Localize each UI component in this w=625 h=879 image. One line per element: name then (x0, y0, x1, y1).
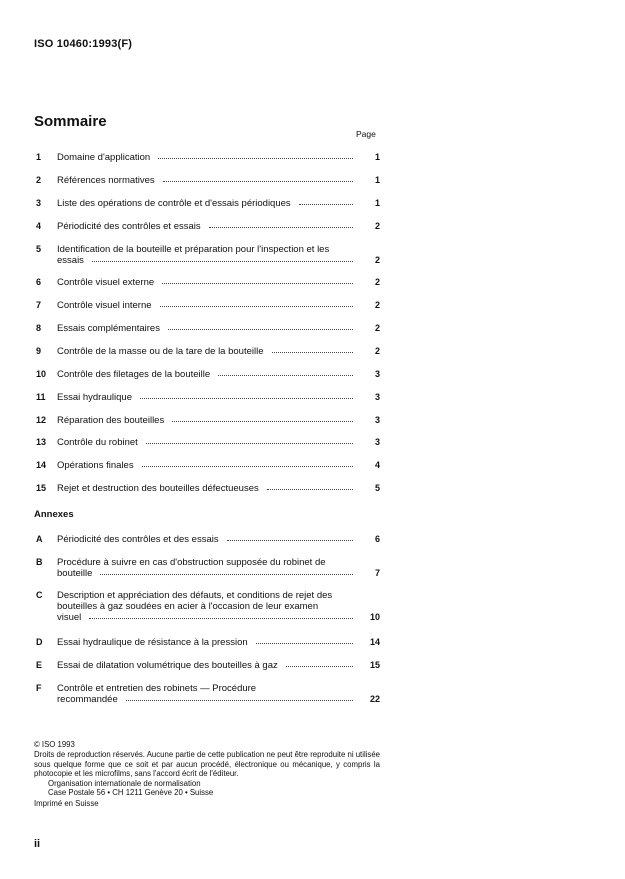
toc-entry (36, 221, 380, 232)
toc-entry (36, 369, 380, 380)
annex-title-line: Contrôle et entretien des robinets — Procédure (57, 683, 257, 694)
annex-leader-dots (89, 617, 353, 619)
annex-leader-dots (286, 665, 353, 667)
toc-leader-dots (209, 226, 353, 228)
annex-title-line: Périodicité des contrôles et des essais (57, 534, 357, 545)
toc-title (57, 392, 357, 403)
toc-number: 10 (36, 369, 47, 379)
page-number: ii (34, 838, 41, 850)
annex-leader-dots (100, 573, 353, 575)
toc-title-line: Périodicité des contrôles et essais (57, 221, 357, 232)
toc-title (57, 346, 357, 357)
toc-title (57, 460, 357, 471)
toc-title (57, 152, 357, 163)
rights-notice: Droits de reproduction réservés. Aucune partie de cette publication ne peut être reproduite ni utilisée sous quelque forme que ce soit et par aucun procédé, électronique ou mécanique, y compris la photocopie et les microfilms, sans l'accord écrit de l'éditeur. (34, 750, 380, 778)
toc-leader-dots (162, 282, 353, 284)
toc-entry (36, 277, 380, 288)
annex-page: 7 (374, 568, 380, 578)
toc-title-line: Contrôle visuel interne (57, 300, 357, 311)
annex-page: 22 (369, 694, 380, 704)
annex-leader-dots (126, 699, 353, 701)
toc-page: 5 (374, 483, 380, 493)
toc-page: 2 (374, 255, 380, 265)
toc-page: 2 (374, 346, 380, 356)
annex-title-line: bouteilles à gaz soudées en acier à l'occasion de leur examen (57, 601, 319, 612)
toc-entry (36, 460, 380, 471)
toc-title-line: Rejet et destruction des bouteilles défectueuses (57, 483, 357, 494)
toc-page: 2 (374, 277, 380, 287)
toc-number: 8 (36, 323, 42, 333)
toc-page: 2 (374, 221, 380, 231)
toc-entry (36, 346, 380, 357)
toc-title-line: Opérations finales (57, 460, 357, 471)
toc-title-line: Essais complémentaires (57, 323, 357, 334)
toc-title (57, 369, 357, 380)
toc-page: 2 (374, 300, 380, 310)
annex-page: 10 (369, 612, 380, 622)
toc-number: 7 (36, 300, 42, 310)
toc-leader-dots (168, 328, 353, 330)
annex-page: 6 (374, 534, 380, 544)
toc-entry (36, 198, 380, 209)
toc-entry (36, 300, 380, 311)
toc-title-line: Liste des opérations de contrôle et d'essais périodiques (57, 198, 357, 209)
toc-leader-dots (146, 442, 353, 444)
toc-leader-dots (299, 203, 353, 205)
toc-title-line: Contrôle de la masse ou de la tare de la bouteille (57, 346, 357, 357)
toc-title (57, 437, 357, 448)
annex-entry (36, 660, 380, 671)
toc-number: 14 (36, 460, 47, 470)
annex-title (57, 683, 357, 705)
toc-title-line: Identification de la bouteille et préparation pour l'inspection et les (57, 244, 330, 255)
page-column-label: Page (356, 129, 376, 139)
toc-leader-dots (142, 465, 353, 467)
toc-leader-dots (92, 260, 353, 262)
annex-leader-dots (227, 539, 353, 541)
toc-entry (36, 244, 380, 266)
toc-title (57, 300, 357, 311)
document-id: ISO 10460:1993(F) (34, 38, 133, 50)
annex-number: C (36, 590, 43, 600)
toc-title-line: Essai hydraulique (57, 392, 357, 403)
toc-number: 1 (36, 152, 42, 162)
toc-entry (36, 152, 380, 163)
annex-number: F (36, 683, 42, 693)
copyright: © ISO 1993 (34, 740, 75, 749)
toc-title-line: Contrôle visuel externe (57, 277, 357, 288)
toc-number: 4 (36, 221, 42, 231)
toc-page: 3 (374, 437, 380, 447)
annex-title-line: bouteille (57, 568, 357, 579)
toc-leader-dots (272, 351, 353, 353)
toc-number: 5 (36, 244, 42, 254)
annex-title-line: Essai hydraulique de résistance à la pression (57, 637, 357, 648)
toc-number: 3 (36, 198, 42, 208)
toc-entry (36, 392, 380, 403)
toc-entry (36, 437, 380, 448)
toc-title-line: Références normatives (57, 175, 357, 186)
annex-number: D (36, 637, 43, 647)
annex-title (57, 637, 357, 648)
toc-leader-dots (160, 305, 353, 307)
annex-title (57, 534, 357, 545)
annex-title-line: visuel (57, 612, 357, 623)
annex-entry (36, 534, 380, 545)
annex-entry (36, 683, 380, 705)
toc-leader-dots (163, 180, 353, 182)
annex-title-line: Description et appréciation des défauts, et conditions de rejet des (57, 590, 333, 601)
toc-title-line: essais (57, 255, 357, 266)
annex-number: E (36, 660, 43, 670)
toc-title (57, 221, 357, 232)
toc-title (57, 415, 357, 426)
annex-leader-dots (256, 642, 353, 644)
toc-number: 15 (36, 483, 47, 493)
toc-entry (36, 483, 380, 494)
toc-leader-dots (267, 488, 353, 490)
annex-title-line: Essai de dilatation volumétrique des bouteilles à gaz (57, 660, 357, 671)
toc-title: Sommaire (34, 113, 107, 130)
toc-title (57, 198, 357, 209)
toc-page: 3 (374, 369, 380, 379)
toc-entry (36, 323, 380, 334)
toc-number: 9 (36, 346, 42, 356)
annex-title (57, 590, 357, 623)
annexes-heading: Annexes (34, 509, 74, 520)
toc-title (57, 277, 357, 288)
toc-page: 1 (374, 152, 380, 162)
toc-page: 2 (374, 323, 380, 333)
printed-in: Imprimé en Suisse (34, 799, 99, 808)
toc-title-line: Contrôle du robinet (57, 437, 357, 448)
toc-leader-dots (172, 420, 353, 422)
toc-leader-dots (158, 157, 353, 159)
annex-number: B (36, 557, 43, 567)
toc-page: 3 (374, 392, 380, 402)
annex-title-line: recommandée (57, 694, 357, 705)
annex-entry (36, 590, 380, 623)
toc-title (57, 244, 357, 266)
toc-number: 12 (36, 415, 47, 425)
toc-entry (36, 415, 380, 426)
toc-title (57, 175, 357, 186)
annex-title (57, 660, 357, 671)
toc-number: 2 (36, 175, 42, 185)
toc-number: 13 (36, 437, 47, 447)
toc-number: 11 (36, 392, 46, 402)
toc-page: 4 (374, 460, 380, 470)
toc-leader-dots (218, 374, 353, 376)
toc-page: 1 (374, 198, 380, 208)
toc-title-line: Domaine d'application (57, 152, 357, 163)
toc-number: 6 (36, 277, 42, 287)
organisation-address: Case Postale 56 • CH 1211 Genève 20 • Suisse (48, 788, 214, 797)
annex-title (57, 557, 357, 579)
annex-entry (36, 557, 380, 579)
toc-leader-dots (140, 397, 353, 399)
toc-title-line: Contrôle des filetages de la bouteille (57, 369, 357, 380)
toc-entry (36, 175, 380, 186)
annex-page: 15 (369, 660, 380, 670)
toc-page: 1 (374, 175, 380, 185)
annex-entry (36, 637, 380, 648)
organisation-name: Organisation internationale de normalisation (48, 779, 201, 788)
toc-page: 3 (374, 415, 380, 425)
toc-title-line: Réparation des bouteilles (57, 415, 357, 426)
annex-title-line: Procédure à suivre en cas d'obstruction supposée du robinet de (57, 557, 326, 568)
toc-title (57, 483, 357, 494)
toc-title (57, 323, 357, 334)
annex-number: A (36, 534, 43, 544)
annex-page: 14 (369, 637, 380, 647)
